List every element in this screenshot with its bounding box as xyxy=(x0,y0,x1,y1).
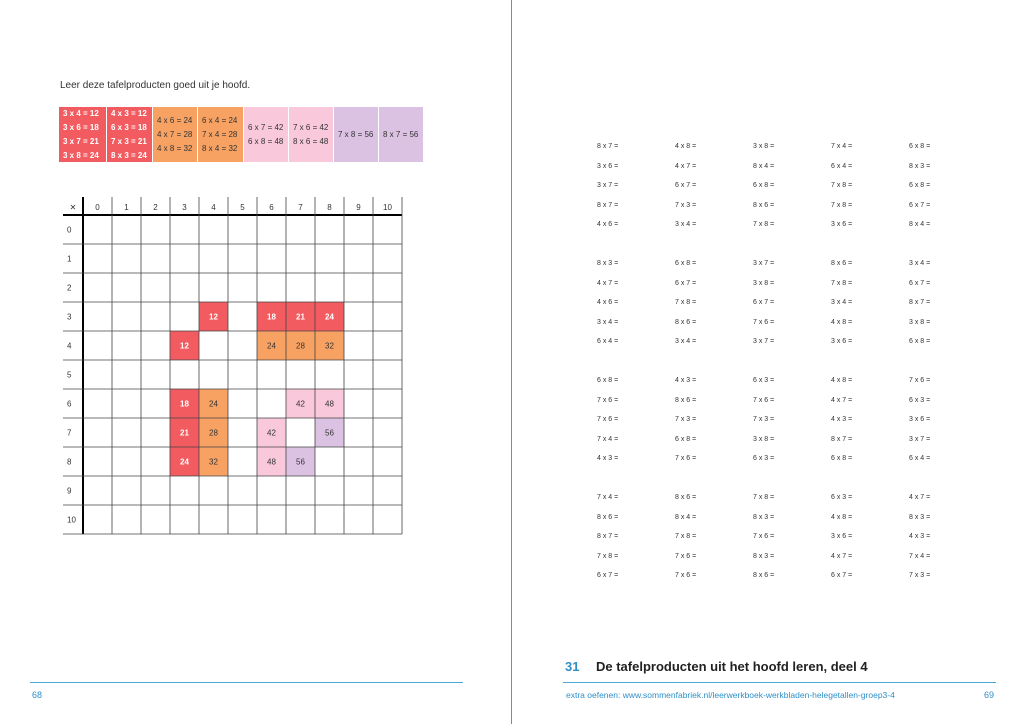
exercise-item: 8 x 3 = xyxy=(909,513,931,521)
exercise-item: 6 x 7 = xyxy=(909,201,931,209)
column-header: 0 xyxy=(95,203,100,212)
exercise-item: 7 x 3 = xyxy=(909,572,931,580)
exercise-item: 8 x 6 = xyxy=(597,513,619,521)
exercise-item: 4 x 7 = xyxy=(675,162,697,170)
fact-text: 8 x 4 = 32 xyxy=(202,143,238,153)
footer-rule xyxy=(30,682,463,683)
exercise-item: 7 x 8 = xyxy=(831,182,853,190)
exercise-item: 4 x 3 = xyxy=(597,455,619,463)
exercise-item: 6 x 7 = xyxy=(909,279,931,287)
fact-text: 3 x 8 = 24 xyxy=(63,150,99,160)
exercise-item: 7 x 8 = xyxy=(675,299,697,307)
exercise-item: 3 x 7 = xyxy=(597,182,619,190)
exercise-item: 4 x 3 = xyxy=(909,533,931,541)
fact-box xyxy=(59,107,106,162)
lesson-title: De tafelproducten uit het hoofd leren, deel 4 xyxy=(596,659,868,674)
exercise-item: 4 x 8 = xyxy=(831,318,853,326)
exercise-item: 8 x 7 = xyxy=(597,201,619,209)
fact-box xyxy=(244,107,288,162)
column-header: 3 xyxy=(182,203,187,212)
grid-cell-value: 24 xyxy=(267,341,276,351)
exercise-item: 6 x 7 = xyxy=(675,279,697,287)
fact-text: 4 x 3 = 12 xyxy=(111,108,147,118)
exercise-item: 3 x 4 = xyxy=(831,299,853,307)
exercise-item: 3 x 8 = xyxy=(753,279,775,287)
page-number-right: 69 xyxy=(984,690,995,700)
page-number: 68 xyxy=(32,690,43,700)
exercise-item: 4 x 7 = xyxy=(831,552,853,560)
exercise-item: 7 x 6 = xyxy=(675,552,697,560)
grid-cell-value: 28 xyxy=(209,428,218,438)
exercise-item: 6 x 8 = xyxy=(909,143,931,150)
grid-svg xyxy=(63,197,404,536)
column-header: 5 xyxy=(240,203,245,212)
column-header: 4 xyxy=(211,203,216,212)
row-header: 3 xyxy=(67,312,72,322)
column-header: 8 xyxy=(327,203,332,212)
exercise-item: 4 x 8 = xyxy=(675,143,697,150)
exercise-item: 8 x 4 = xyxy=(753,162,775,170)
exercise-item: 7 x 3 = xyxy=(675,416,697,424)
row-header: 6 xyxy=(67,399,72,409)
fact-text: 3 x 4 = 12 xyxy=(63,108,99,118)
fact-text: 8 x 3 = 24 xyxy=(111,150,147,160)
fact-box xyxy=(198,107,243,162)
fact-text: 6 x 8 = 48 xyxy=(248,136,284,146)
fact-text: 6 x 3 = 18 xyxy=(111,122,147,132)
exercise-item: 6 x 4 = xyxy=(831,162,853,170)
exercise-item: 7 x 8 = xyxy=(753,494,775,501)
exercise-item: 6 x 7 = xyxy=(753,299,775,307)
exercise-item: 8 x 6 = xyxy=(675,396,697,404)
exercise-item: 7 x 3 = xyxy=(675,201,697,209)
fact-text: 7 x 8 = 56 xyxy=(338,129,374,139)
exercise-item: 8 x 7 = xyxy=(597,533,619,541)
fact-text: 8 x 6 = 48 xyxy=(293,136,329,146)
exercise-item: 7 x 6 = xyxy=(675,455,697,463)
exercise-item: 7 x 8 = xyxy=(597,552,619,560)
exercise-item: 6 x 8 = xyxy=(831,455,853,463)
exercise-item: 8 x 6 = xyxy=(753,572,775,580)
exercise-item: 4 x 7 = xyxy=(597,279,619,287)
row-header: 10 xyxy=(67,515,76,525)
exercise-item: 7 x 3 = xyxy=(753,416,775,424)
grid-cell-value: 18 xyxy=(267,312,276,322)
exercise-item: 3 x 8 = xyxy=(753,435,775,443)
exercise-item: 3 x 7 = xyxy=(909,435,931,443)
page-spine xyxy=(511,0,512,724)
row-header: 1 xyxy=(67,254,72,264)
exercise-item: 7 x 6 = xyxy=(675,572,697,580)
row-header: 0 xyxy=(67,225,72,235)
exercise-item: 4 x 6 = xyxy=(597,221,619,229)
exercise-item: 8 x 6 = xyxy=(831,260,853,267)
exercise-item: 7 x 6 = xyxy=(753,318,775,326)
row-header: 4 xyxy=(67,341,72,351)
exercise-item: 6 x 8 = xyxy=(909,182,931,190)
exercise-item: 6 x 4 = xyxy=(909,455,931,463)
fact-text: 4 x 7 = 28 xyxy=(157,129,193,139)
column-header: 1 xyxy=(124,203,129,212)
fact-text: 6 x 4 = 24 xyxy=(202,115,238,125)
exercise-item: 7 x 8 = xyxy=(675,533,697,541)
instruction-text: Leer deze tafelproducten goed uit je hoofd. xyxy=(60,80,251,91)
grid-cell-value: 56 xyxy=(296,457,305,467)
footer-rule-right xyxy=(563,682,996,683)
grid-cell-value: 42 xyxy=(267,428,276,438)
exercise-item: 6 x 8 = xyxy=(675,435,697,443)
exercise-item: 6 x 3 = xyxy=(831,494,853,501)
exercise-item: 3 x 7 = xyxy=(753,260,775,267)
exercise-item: 4 x 6 = xyxy=(597,299,619,307)
exercise-item: 6 x 8 = xyxy=(675,260,697,267)
exercise-item: 3 x 6 = xyxy=(831,221,853,229)
grid-cell-value: 18 xyxy=(180,399,189,409)
exercise-block xyxy=(597,142,987,240)
exercise-item: 4 x 3 = xyxy=(675,377,697,384)
exercise-item: 3 x 4 = xyxy=(909,260,931,267)
exercise-item: 3 x 6 = xyxy=(831,533,853,541)
exercise-item: 8 x 6 = xyxy=(675,494,697,501)
exercise-item: 6 x 3 = xyxy=(753,455,775,463)
exercise-item: 6 x 8 = xyxy=(909,338,931,346)
row-header: 9 xyxy=(67,486,72,496)
fact-box xyxy=(379,107,423,162)
grid-cell-value: 56 xyxy=(325,428,334,438)
grid-cell-value: 42 xyxy=(296,399,305,409)
column-header: 9 xyxy=(356,203,361,212)
fact-text: 3 x 6 = 18 xyxy=(63,122,99,132)
exercise-item: 8 x 3 = xyxy=(909,162,931,170)
grid-cell-value: 48 xyxy=(267,457,276,467)
exercise-item: 3 x 4 = xyxy=(597,318,619,326)
exercise-item: 6 x 3 = xyxy=(753,377,775,384)
exercise-item: 7 x 6 = xyxy=(753,396,775,404)
exercise-item: 3 x 6 = xyxy=(831,338,853,346)
fact-text: 8 x 7 = 56 xyxy=(383,129,419,139)
exercise-item: 6 x 4 = xyxy=(597,338,619,346)
exercise-item: 8 x 4 = xyxy=(909,221,931,229)
row-header: 7 xyxy=(67,428,72,438)
row-header: 2 xyxy=(67,283,72,293)
exercise-item: 7 x 4 = xyxy=(909,552,931,560)
exercise-item: 8 x 4 = xyxy=(675,513,697,521)
exercise-item: 8 x 7 = xyxy=(909,299,931,307)
exercise-item: 7 x 8 = xyxy=(831,201,853,209)
grid-cell-value: 12 xyxy=(209,312,218,322)
exercise-item: 6 x 7 = xyxy=(597,572,619,580)
fact-text: 3 x 7 = 21 xyxy=(63,136,99,146)
grid-cell-value: 21 xyxy=(296,312,305,322)
grid-cell-value: 28 xyxy=(296,341,305,351)
exercise-item: 7 x 6 = xyxy=(909,377,931,384)
exercise-item: 6 x 3 = xyxy=(909,396,931,404)
exercise-item: 7 x 6 = xyxy=(753,533,775,541)
exercise-item: 6 x 7 = xyxy=(675,182,697,190)
row-header: 8 xyxy=(67,457,72,467)
row-header: 5 xyxy=(67,370,72,380)
fact-text: 4 x 8 = 32 xyxy=(157,143,193,153)
exercise-item: 3 x 7 = xyxy=(753,338,775,346)
fact-text: 7 x 6 = 42 xyxy=(293,122,329,132)
grid-cell-value: 24 xyxy=(180,457,189,467)
column-header: 10 xyxy=(383,203,392,212)
fact-text: 6 x 7 = 42 xyxy=(248,122,284,132)
fact-box xyxy=(153,107,197,162)
column-header: 6 xyxy=(269,203,274,212)
multiplication-grid xyxy=(63,197,403,537)
exercise-item: 3 x 6 = xyxy=(597,162,619,170)
fact-box xyxy=(334,107,378,162)
exercise-item: 8 x 6 = xyxy=(675,318,697,326)
exercise-item: 8 x 6 = xyxy=(753,201,775,209)
exercise-item: 7 x 4 = xyxy=(597,435,619,443)
exercise-block xyxy=(597,376,987,474)
column-header: 2 xyxy=(153,203,158,212)
fact-text: 7 x 3 = 21 xyxy=(111,136,147,146)
exercise-item: 6 x 8 = xyxy=(753,182,775,190)
exercise-item: 6 x 7 = xyxy=(831,572,853,580)
exercise-item: 4 x 8 = xyxy=(831,377,853,384)
grid-cell-value: 48 xyxy=(325,399,334,409)
exercise-item: 7 x 8 = xyxy=(831,279,853,287)
exercise-item: 4 x 7 = xyxy=(909,494,931,501)
footer-link[interactable]: extra oefenen: www.sommenfabriek.nl/leerwerkboek-werkbladen-helegetallen-groep3-4 xyxy=(566,690,895,700)
exercise-item: 3 x 8 = xyxy=(909,318,931,326)
exercise-item: 8 x 3 = xyxy=(597,260,619,267)
exercise-item: 4 x 3 = xyxy=(831,416,853,424)
right-page xyxy=(513,0,1024,724)
exercise-item: 4 x 8 = xyxy=(831,513,853,521)
fact-box xyxy=(289,107,333,162)
fact-text: 7 x 4 = 28 xyxy=(202,129,238,139)
exercise-item: 8 x 7 = xyxy=(597,143,619,150)
exercise-item: 7 x 8 = xyxy=(753,221,775,229)
grid-cell-value: 24 xyxy=(209,399,218,409)
grid-cell-value: 32 xyxy=(209,457,218,467)
exercise-block xyxy=(597,493,987,591)
exercise-item: 3 x 8 = xyxy=(753,143,775,150)
exercise-item: 3 x 4 = xyxy=(675,338,697,346)
grid-cell-value: 12 xyxy=(180,341,189,351)
exercise-block xyxy=(597,259,987,357)
exercise-item: 3 x 6 = xyxy=(909,416,931,424)
exercise-item: 7 x 4 = xyxy=(597,494,619,501)
exercise-item: 6 x 8 = xyxy=(597,377,619,384)
exercise-item: 3 x 4 = xyxy=(675,221,697,229)
grid-cell-value: 32 xyxy=(325,341,334,351)
fact-text: 4 x 6 = 24 xyxy=(157,115,193,125)
exercise-item: 8 x 3 = xyxy=(753,513,775,521)
exercise-item: 7 x 6 = xyxy=(597,396,619,404)
exercise-item: 4 x 7 = xyxy=(831,396,853,404)
exercise-item: 7 x 4 = xyxy=(831,143,853,150)
fact-box xyxy=(107,107,152,162)
grid-cell-value: 21 xyxy=(180,428,189,438)
lesson-number: 31 xyxy=(565,659,580,674)
exercise-item: 7 x 6 = xyxy=(597,416,619,424)
corner-symbol: ✕ xyxy=(69,203,77,212)
grid-cell-value: 24 xyxy=(325,312,334,322)
exercise-item: 8 x 3 = xyxy=(753,552,775,560)
exercise-item: 8 x 7 = xyxy=(831,435,853,443)
column-header: 7 xyxy=(298,203,303,212)
